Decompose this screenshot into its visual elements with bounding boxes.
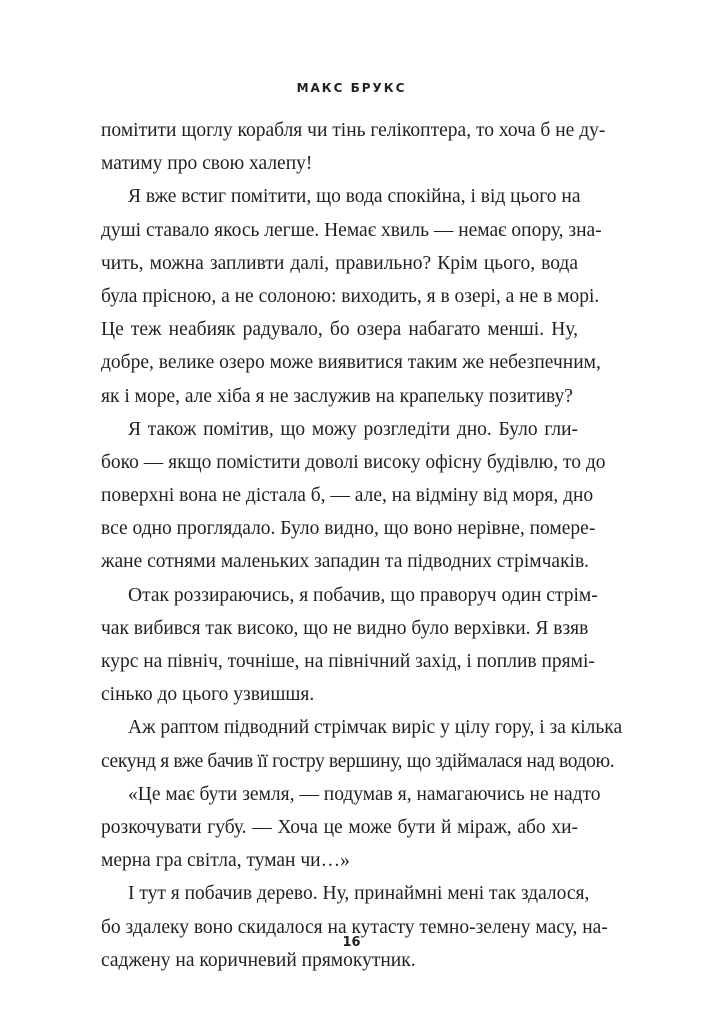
text-line: жане сотнями маленьких западин та підводних стрімчаків. [101, 551, 590, 573]
text-line: Це теж неабияк радувало, бо озера набагато менші. Ну, [101, 319, 578, 341]
text-line: І тут я побачив дерево. Ну, принаймні мені так здалося, [128, 883, 590, 905]
text-line: була прісною, а не солоною: виходить, я в озері, а не в морі. [101, 285, 600, 307]
running-head: МАКС БРУКС [296, 81, 407, 95]
paragraph [101, 877, 608, 977]
text-line: курс на північ, точніше, на північний захід, і поплив прямі- [101, 651, 595, 672]
body-text [101, 114, 623, 977]
text-line: поверхні вона не дістала б, — але, на відміну від моря, дно [101, 485, 594, 507]
paragraph [101, 413, 606, 579]
text-line: чак вибився так високо, що не видно було верхівки. Я взяв [101, 617, 589, 639]
text-line: Я вже встиг помітити, що вода спокійна, і від цього на [128, 186, 581, 208]
page-number: 16 [342, 935, 361, 950]
text-line: розкочувати губу. — Хоча це може бути й міраж, або хи- [101, 816, 578, 838]
text-line: як і море, але хіба я не заслужив на крапельку позитиву? [101, 385, 573, 407]
text-line: помітити щоглу корабля чи тінь гелікоптера, то хоча б не ду- [101, 120, 606, 141]
paragraph [101, 711, 623, 777]
text-line: секунд я вже бачив її гостру вершину, що здіймалася над водою. [101, 750, 615, 772]
text-line: «Це має бути земля, — подумав я, намагаючись не надто [128, 783, 601, 805]
paragraph [101, 180, 602, 412]
text-line: Аж раптом підводний стрімчак виріс у цілу гору, і за кілька [128, 717, 623, 739]
text-line: чить, можна запливти далі, правильно? Крім цього, вода [101, 252, 578, 274]
paragraph [101, 114, 606, 180]
text-line: матиму про свою халепу! [101, 153, 313, 175]
text-line: боко — якщо помістити доволі високу офісну будівлю, то до [101, 451, 606, 473]
paragraph [101, 579, 598, 712]
text-line: Я також помітив, що можу розгледіти дно. Було гли- [128, 418, 578, 440]
paragraph [101, 778, 601, 878]
text-line: саджену на коричневий прямокутник. [101, 949, 416, 971]
text-line: все одно проглядало. Було видно, що воно нерівне, помере- [101, 518, 596, 540]
text-line: сінько до цього узвишшя. [101, 684, 315, 706]
text-line: Отак роззираючись, я побачив, що праворуч один стрім- [128, 584, 598, 606]
text-line: душі ставало якось легше. Немає хвиль — немає опору, зна- [101, 219, 602, 241]
text-line: добре, велике озеро може виявитися таким же небезпечним, [101, 352, 601, 374]
text-line: бо здалеку воно скидалося на кутасту темно-зелену масу, на- [101, 916, 608, 938]
text-line: мерна гра світла, туман чи…» [101, 850, 350, 872]
